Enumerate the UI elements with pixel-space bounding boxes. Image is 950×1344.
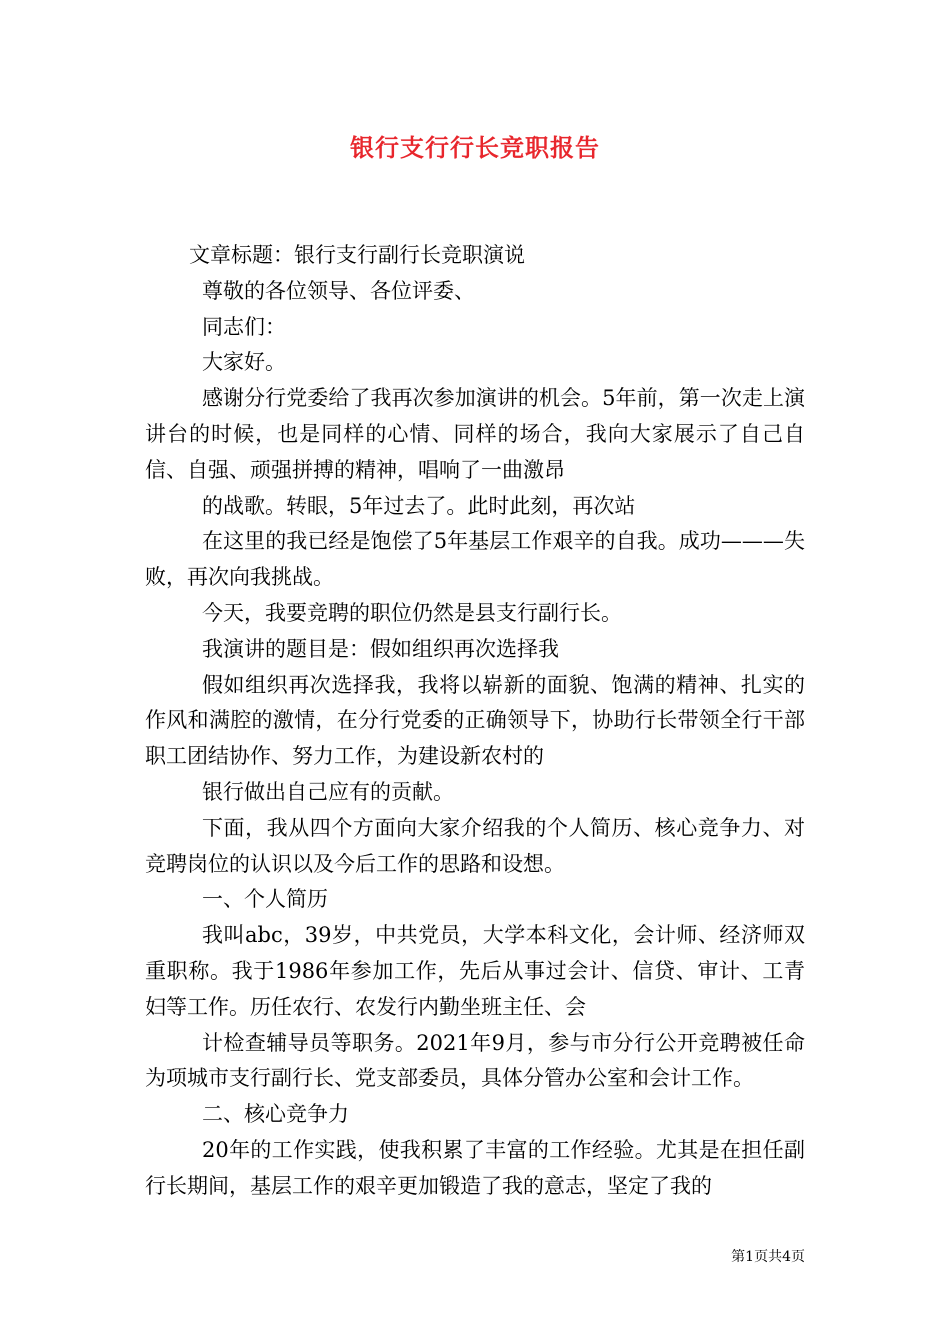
body-paragraph: 感谢分行党委给了我再次参加演讲的机会。5年前，第一次走上演讲台的时候，也是同样的心情、同样的场合，我向大家展示了自己自信、自强、顽强拼搏的精神，唱响了一曲激昂 bbox=[145, 386, 805, 482]
body-paragraph: 计检查辅导员等职务。2021年9月，参与市分行公开竞聘被任命为项城市支行副行长、党支部委员，具体分管办公室和会计工作。 bbox=[145, 1030, 805, 1091]
greeting-paragraph: 大家好。 bbox=[202, 350, 286, 375]
body-paragraph: 今天，我要竞聘的职位仍然是县支行副行长。 bbox=[202, 600, 622, 625]
body-paragraph: 下面，我从四个方面向大家介绍我的个人简历、核心竞争力、对竞聘岗位的认识以及今后工作的思路和设想。 bbox=[145, 815, 805, 876]
body-paragraph: 在这里的我已经是饱偿了5年基层工作艰辛的自我。成功———失败，再次向我挑战。 bbox=[145, 529, 805, 590]
body-paragraph: 20年的工作实践，使我积累了丰富的工作经验。尤其是在担任副行长期间，基层工作的艰辛更加锻造了我的意志，坚定了我的 bbox=[145, 1137, 805, 1198]
page-number-footer: 第1页共4页 bbox=[731, 1249, 805, 1265]
body-paragraph: 的战歌。转眼，5年过去了。此时此刻，再次站 bbox=[202, 493, 636, 518]
document-body bbox=[145, 238, 805, 1205]
salutation-line: 同志们： bbox=[202, 314, 286, 339]
body-paragraph: 我演讲的题目是：假如组织再次选择我 bbox=[202, 636, 559, 661]
document-title: 银行支行行长竞职报告 bbox=[350, 133, 600, 162]
article-title-line: 文章标题：银行支行副行长竞职演说 bbox=[189, 243, 525, 267]
body-paragraph: 银行做出自己应有的贡献。 bbox=[202, 779, 454, 804]
section-heading: 二、核心竞争力 bbox=[202, 1102, 349, 1127]
salutation-line: 尊敬的各位领导、各位评委、 bbox=[202, 278, 475, 303]
section-heading: 一、个人简历 bbox=[202, 887, 328, 912]
body-paragraph: 我叫abc，39岁，中共党员，大学本科文化，会计师、经济师双重职称。我于1986年参加工作，先后从事过会计、信贷、审计、工青妇等工作。历任农行、农发行内勤坐班主任、会 bbox=[145, 923, 805, 1019]
body-paragraph: 假如组织再次选择我，我将以崭新的面貌、饱满的精神、扎实的作风和满腔的激情，在分行党委的正确领导下，协助行长带领全行干部职工团结协作、努力工作，为建设新农村的 bbox=[145, 672, 805, 769]
